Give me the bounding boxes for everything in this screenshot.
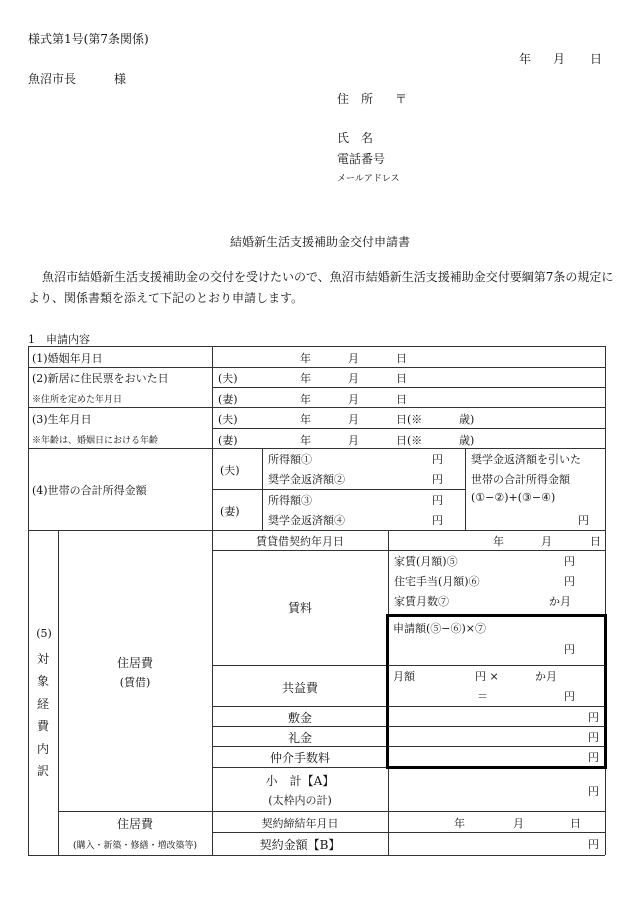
- birth-date-label: (3)生年月日: [32, 413, 92, 426]
- income-wife: (妻): [220, 505, 240, 518]
- new-residence-label: (2)新居に住民票をおいた日: [32, 372, 169, 385]
- net-income-yen: 円: [578, 514, 589, 527]
- rent-monthly-yen: 円: [564, 555, 575, 568]
- income-husband: (夫): [220, 464, 240, 477]
- income-3-yen: 円: [432, 494, 443, 507]
- residence-husband-day: 日: [396, 372, 407, 385]
- email-label: メールアドレス: [337, 174, 400, 184]
- apply-amount: 申請額(⑤−⑥)×⑦: [393, 622, 487, 635]
- subtotal-label: 小 計【A】: [265, 774, 335, 788]
- birth-husband-day-note: 日(※: [396, 413, 423, 426]
- document-title: 結婚新生活支援補助金交付申請書: [230, 235, 411, 249]
- lease-month: 月: [541, 535, 552, 548]
- key-money-label: 礼金: [287, 731, 312, 745]
- date-month-label: 月: [553, 52, 566, 66]
- common-fee-yen: 円: [564, 690, 575, 703]
- income-1-yen: 円: [432, 453, 443, 466]
- birth-wife-year: 年: [300, 434, 311, 447]
- lease-year: 年: [493, 535, 504, 548]
- residence-husband: (夫): [218, 372, 238, 385]
- birth-husband-year: 年: [300, 413, 311, 426]
- rent-months: 家賃月数⑦: [394, 595, 449, 608]
- lease-day: 日: [590, 535, 601, 548]
- form-number: 様式第1号(第7条関係): [28, 32, 149, 46]
- birth-husband-age: 歳): [459, 413, 475, 426]
- common-fee-equals: ＝: [477, 690, 488, 703]
- marriage-date-label: (1)婚姻年月日: [32, 352, 103, 365]
- vertical-char-5: 内: [36, 742, 49, 756]
- income-3: 所得額③: [268, 494, 312, 507]
- marriage-year: 年: [300, 352, 311, 365]
- scholarship-2: 奨学金返済額②: [268, 473, 345, 486]
- income-label: (4)世帯の合計所得金額: [32, 484, 147, 497]
- addressee: 魚沼市長: [28, 72, 77, 86]
- intro-line-1: 魚沼市結婚新生活支援補助金の交付を受けたいので、魚沼市結婚新生活支援補助金交付要綱第7条の規定に: [42, 270, 614, 284]
- key-money-yen: 円: [588, 731, 599, 744]
- subtotal-note: (太枠内の計): [268, 794, 332, 807]
- common-fee-label: 共益費: [281, 681, 318, 695]
- contract-amount-label: 契約金額【B】: [259, 838, 341, 852]
- birth-wife: (妻): [218, 434, 238, 447]
- residence-wife-day: 日: [396, 393, 407, 406]
- phone-label: 電話番号: [337, 152, 386, 166]
- vertical-char-6: 訳: [36, 764, 49, 778]
- scholarship-2-yen: 円: [432, 473, 443, 486]
- deposit-label: 敷金: [287, 711, 312, 725]
- birth-note: ※年齢は、婚姻日における年齢: [32, 436, 159, 446]
- common-fee-months: か月: [535, 670, 557, 683]
- apply-amount-yen: 円: [564, 643, 575, 656]
- birth-husband-month: 月: [348, 413, 359, 426]
- residence-husband-month: 月: [348, 372, 359, 385]
- housing-purchase-label: 住居費: [116, 817, 153, 831]
- housing-purchase-sub: (購入・新築・修繕・増改築等): [72, 841, 198, 851]
- marriage-month: 月: [348, 352, 359, 365]
- birth-wife-age: 歳): [459, 434, 475, 447]
- common-fee-yen-times: 円 ×: [475, 670, 499, 683]
- agent-fee-label: 仲介手数料: [269, 751, 330, 765]
- rent-monthly: 家賃(月額)⑤: [394, 555, 458, 568]
- contract-day: 日: [570, 817, 581, 830]
- net-income-line-1: 奨学金返済額を引いた: [471, 453, 581, 466]
- date-year-label: 年: [519, 52, 532, 66]
- birth-wife-day-note: 日(※: [396, 434, 423, 447]
- contract-year: 年: [454, 817, 465, 830]
- lease-date-label: 賃貸借契約年月日: [256, 535, 344, 548]
- income-1: 所得額①: [268, 453, 312, 466]
- net-income-line-2: 世帯の合計所得金額: [471, 473, 570, 486]
- birth-wife-month: 月: [348, 434, 359, 447]
- agent-fee-yen: 円: [588, 751, 599, 764]
- net-income-line-3: (①−②)+(③−④): [471, 491, 556, 504]
- section-1-title: 1 申請内容: [28, 333, 90, 346]
- common-fee-monthly: 月額: [393, 670, 415, 683]
- residence-wife-month: 月: [348, 393, 359, 406]
- address-label: 住 所: [337, 92, 374, 106]
- scholarship-4: 奨学金返済額④: [268, 514, 345, 527]
- birth-husband: (夫): [218, 413, 238, 426]
- housing-rent-sub: (賃借): [119, 676, 151, 689]
- residence-wife: (妻): [218, 393, 238, 406]
- housing-allowance: 住宅手当(月額)⑥: [394, 575, 480, 588]
- rent-label: 賃料: [287, 601, 312, 615]
- deposit-yen: 円: [588, 711, 599, 724]
- contract-amount-yen: 円: [588, 838, 599, 851]
- honorific: 様: [114, 72, 127, 86]
- subtotal-yen: 円: [588, 785, 599, 798]
- residence-wife-year: 年: [300, 393, 311, 406]
- rent-months-unit: か月: [549, 595, 571, 608]
- scholarship-4-yen: 円: [432, 514, 443, 527]
- postal-mark: 〒: [395, 92, 408, 106]
- residence-husband-year: 年: [300, 372, 311, 385]
- housing-allowance-yen: 円: [564, 575, 575, 588]
- date-day-label: 日: [590, 52, 603, 66]
- name-label: 氏 名: [337, 131, 374, 145]
- section-5-number: (5): [36, 627, 52, 640]
- vertical-char-1: 対: [36, 652, 49, 666]
- contract-month: 月: [513, 817, 524, 830]
- new-residence-note: ※住所を定めた年月日: [32, 395, 123, 405]
- housing-rent-label: 住居費: [116, 656, 153, 670]
- vertical-char-4: 費: [36, 719, 49, 733]
- vertical-char-2: 象: [36, 674, 49, 688]
- marriage-day: 日: [396, 352, 407, 365]
- contract-date-label: 契約締結年月日: [261, 817, 339, 830]
- vertical-char-3: 経: [36, 697, 49, 711]
- intro-line-2: より、関係書類を添えて下記のとおり申請します。: [28, 291, 304, 305]
